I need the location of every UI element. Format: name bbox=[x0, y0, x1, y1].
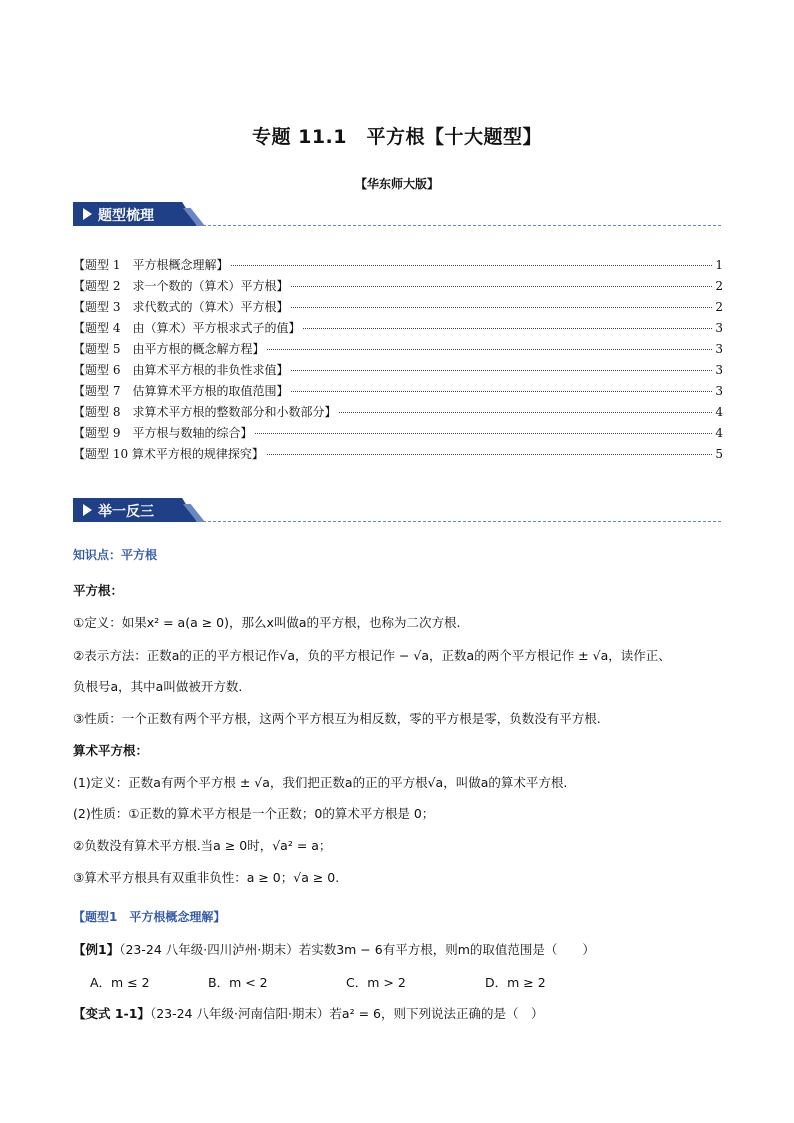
variant1-question bbox=[73, 1006, 733, 1022]
banner-practice bbox=[73, 498, 721, 522]
example-text: （23-24 八年级·四川泸州·期末）若实数3m − 6有平方根，则m的取值范围是（ ） bbox=[119, 942, 595, 957]
toc-item[interactable]: 【题型 6 由算术平方根的非负性求值】 3 bbox=[73, 363, 723, 377]
option-b[interactable]: B．m < 2 bbox=[208, 975, 268, 990]
arith-property-text-3: ③算术平方根具有双重非负性：a ≥ 0；√a ≥ 0. bbox=[73, 870, 340, 885]
variant-label: 【变式 1-1】 bbox=[73, 1006, 150, 1021]
example-label: 【例1】 bbox=[73, 942, 120, 957]
arith-definition-text: (1)定义：正数a有两个平方根 ± √a，我们把正数a的正的平方根√a，叫做a的算术平方根. bbox=[73, 775, 568, 790]
toc-item[interactable]: 【题型 2 求一个数的（算术）平方根】 2 bbox=[73, 279, 723, 293]
knowledge-heading: 知识点：平方根 bbox=[73, 548, 158, 562]
property-text: ③性质：一个正数有两个平方根，这两个平方根互为相反数，零的平方根是零，负数没有平方根. bbox=[73, 711, 601, 726]
toc-item[interactable]: 【题型 3 求代数式的（算术）平方根】 2 bbox=[73, 300, 723, 314]
toc-item[interactable]: 【题型 8 求算术平方根的整数部分和小数部分】 4 bbox=[73, 405, 723, 419]
divider bbox=[203, 225, 721, 226]
toc-item[interactable]: 【题型 10 算术平方根的规律探究】 5 bbox=[73, 447, 723, 461]
edition-label: 【华东师大版】 bbox=[354, 177, 439, 191]
notation-text-line2: 负根号a，其中a叫做被开方数. bbox=[73, 679, 243, 694]
option-a[interactable]: A．m ≤ 2 bbox=[90, 975, 150, 990]
banner-outline-label: 题型梳理 bbox=[98, 208, 154, 224]
section-title: 平方根： bbox=[73, 583, 124, 598]
variant-text: （23-24 八年级·河南信阳·期末）若a² = 6，则下列说法正确的是（ ） bbox=[149, 1006, 544, 1021]
play-arrow-icon bbox=[83, 208, 92, 220]
toc-item[interactable]: 【题型 7 估算算术平方根的取值范围】 3 bbox=[73, 384, 723, 398]
banner-outline bbox=[73, 202, 721, 226]
definition-text: ①定义：如果x² = a(a ≥ 0)，那么x叫做a的平方根，也称为二次方根. bbox=[73, 615, 461, 630]
section-title: 算术平方根： bbox=[73, 743, 149, 758]
arith-property-text-1: (2)性质：①正数的算术平方根是一个正数；0的算术平方根是 0； bbox=[73, 806, 435, 821]
toc-item[interactable]: 【题型 5 由平方根的概念解方程】 3 bbox=[73, 342, 723, 356]
arith-property-text-2: ②负数没有算术平方根.当a ≥ 0时，√a² = a； bbox=[73, 838, 332, 853]
option-c[interactable]: C．m > 2 bbox=[346, 975, 406, 990]
table-of-contents bbox=[73, 256, 723, 466]
option-d[interactable]: D．m ≥ 2 bbox=[485, 975, 546, 990]
toc-item[interactable]: 【题型 9 平方根与数轴的综合】 4 bbox=[73, 426, 723, 440]
page-title: 专题 11.1 平方根【十大题型】 bbox=[252, 126, 542, 148]
toc-item[interactable]: 【题型 1 平方根概念理解】 1 bbox=[73, 258, 723, 272]
toc-item[interactable]: 【题型 4 由（算术）平方根求式子的值】 3 bbox=[73, 321, 723, 335]
banner-practice-label: 举一反三 bbox=[98, 504, 154, 520]
type1-heading: 【题型1 平方根概念理解】 bbox=[73, 910, 226, 924]
play-arrow-icon bbox=[83, 504, 92, 516]
divider bbox=[203, 521, 721, 522]
example1-question bbox=[73, 942, 733, 958]
notation-text-line1: ②表示方法：正数a的正的平方根记作√a，负的平方根记作 − √a，正数a的两个平方根记作 ± √a，读作正、 bbox=[73, 648, 671, 663]
